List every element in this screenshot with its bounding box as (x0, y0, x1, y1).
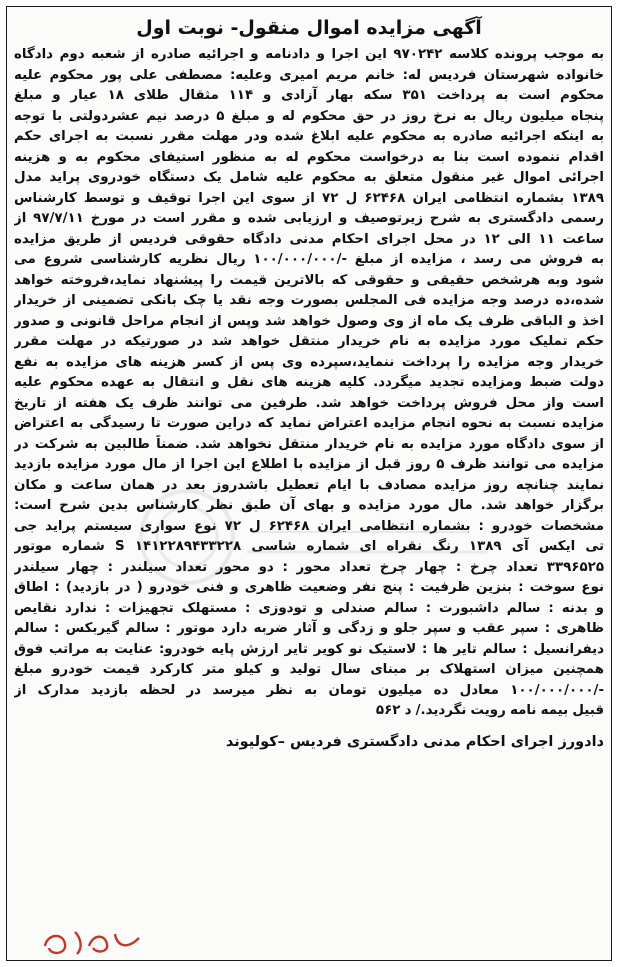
notice-line: حکم تملیک مورد مزایده به نام خریدار منتقل خواهد شد در صورتیکه در مهلت مقرر (14, 334, 604, 349)
auction-notice (6, 6, 612, 961)
notice-line: خانواده شهرستان فردیس له: خانم مریم امیری وعلیه: مصطفی علی پور محکوم علیه (14, 67, 604, 83)
notice-line: خریدار وجه مزایده را پرداخت ننماید،سپرده وی پس از کسر هزینه های مزایده به نفع (14, 354, 604, 370)
notice-line: قبیل بیمه نامه رویت نگردید./ د ۵۶۲ (375, 703, 604, 718)
notice-line: و بدنه : سالم داشبورت : سالم صندلی و تودوزی : مستهلک تجهیزات : ندارد نقایص (14, 600, 604, 616)
notice-line: ۱۳۸۹ بشماره انتظامی ایران ۶۲۴۶۸ ل ۷۲ از سوی این اجرا توقیف و توسط کارشناس (14, 190, 604, 206)
notice-line: برگزار خواهد شد. مال مورد مزایده و بهای آن طبق نظر کارشناس بدین شرح است: (14, 498, 604, 513)
notice-line: است واز محل فروش پرداخت خواهد شد. طرفین می توانند ظرف یک هفته از تاریخ (14, 395, 604, 411)
notice-line: ۳۳۹۶۵۲۵ تعداد چرخ : چهار چرخ تعداد محور : دو محور تعداد سیلندر : چهار سیلندر (14, 559, 604, 575)
notice-line: تی ایکس آی ۱۳۸۹ رنگ نقراه ای شماره شاسی S ۱۴۱۲۲۸۹۴۳۳۲۲۸ شماره موتور (14, 539, 604, 554)
handwritten-mark (37, 924, 147, 958)
notice-line: دیفرانسیل : سالم تایر ها : لاستیک نو کویر تایر ارزش پایه خودرو: عنایت به مراتب فوق (14, 641, 604, 657)
notice-line: مشخصات خودرو : بشماره انتظامی ایران ۶۲۴۶۸ ل ۷۲ نوع سواری سیستم پراید جی (14, 518, 604, 534)
notice-line: به اینکه اجرائیه صادره به محکوم علیه ابلاغ شده ودر مهلت مقرر نسبت به اجرای حکم (14, 129, 604, 144)
notice-line: رسمی دادگستری به شرح زیرتوصیف و ارزیابی شده و مقرر است در مورخ ۹۷/۷/۱۱ از (14, 211, 604, 226)
notice-line: شود وبه هرشخص حقیقی و حقوقی که بالاترین قیمت را پیشنهاد نماید،فروخته خواهد (14, 272, 604, 288)
notice-signature: دادورز اجرای احکام مدنی دادگستری فردیس –کولیوند (225, 733, 604, 750)
notice-line: پنجاه میلیون ریال به نرخ روز در حق محکوم له و مبلغ ۵ درصد نیم عشردولتی با توجه (14, 108, 604, 124)
notice-line: دولت ضبط ومزایده تجدید میگردد. کلیه هزینه های نقل و انتقال به عهده محکوم علیه (14, 375, 604, 390)
notice-line: نوع سوخت : بنزین ظرفیت : پنج نفر وضعیت ظاهری و فنی خودرو ( در بازدید) : اطاق (14, 580, 604, 595)
notice-line: مزایده نسبت به نحوه انجام مزایده اعتراض نماید که دراین صورت تا رسیدگی به اعتراض (14, 416, 604, 431)
notice-line: شده،ده درصد وجه مزایده فی المجلس بصورت وجه نقد یا چک بانکی تضمینی از خریدار (14, 293, 604, 308)
notice-line: به فروش می رسد ، مزایده از مبلغ -/۱۰۰/۰۰۰/۰۰۰ ریال نظریه کارشناسی شروع می (14, 252, 604, 267)
notice-line: به موجب پرونده کلاسه ۹۷۰۲۴۲ این اجرا و دادنامه و اجرائیه صادره از شعبه دوم دادگاه (14, 47, 604, 62)
notice-body (14, 45, 604, 722)
notice-line: مزایده می توانند ظرف ۵ روز قبل از مزایده با اطلاع این اجرا از مال مورد مزایده بازدید (14, 457, 604, 472)
notice-line: ساعت ۱۱ الی ۱۲ در محل اجرای احکام مدنی دادگاه حقوقی فردیس از طریق مزایده (14, 231, 604, 247)
notice-line: همچنین میزان استهلاک بر مبنای سال تولید و کیلو متر کارکرد قیمت خودرو مبلغ (14, 662, 604, 677)
notice-line: محکوم است به پرداخت ۳۵۱ سکه بهار آزادی و ۱۱۴ مثقال طلای ۱۸ عیار و مبلغ (14, 88, 604, 103)
notice-line: ظاهری : سپر عقب و سپر جلو و زدگی و آثار ضربه دارد موتور : سالم گیربکس : سالم (14, 621, 604, 636)
notice-line: نمایند چنانچه روز مزایده مصادف با ایام تعطیل باشدروز بعد در همان ساعت و مکان (14, 477, 604, 493)
notice-line: اخذ و الباقی ظرف یک ماه از وی وصول خواهد شد وپس از انجام مراحل قانونی و صدور (14, 313, 604, 329)
notice-line: اجرائی اموال غیر منقول متعلق به محکوم علیه شامل یک دستگاه خودروی پراید مدل (14, 170, 604, 185)
notice-line: -/۱۰۰/۰۰۰/۰۰۰ معادل ده میلیون تومان به نظر میرسد در لحظه بازدید مدارک از (14, 682, 604, 698)
notice-title: آگهی مزایده اموال منقول- نوبت اول (136, 17, 482, 39)
notice-line: از سوی دادگاه مورد مزایده به نام خریدار منتقل نخواهد شد. ضمناً طالبین به شرکت در (14, 436, 604, 452)
notice-line: اقدام ننموده است بنا به درخواست محکوم له به منظور استیفای محکوم به و هزینه (14, 149, 604, 165)
